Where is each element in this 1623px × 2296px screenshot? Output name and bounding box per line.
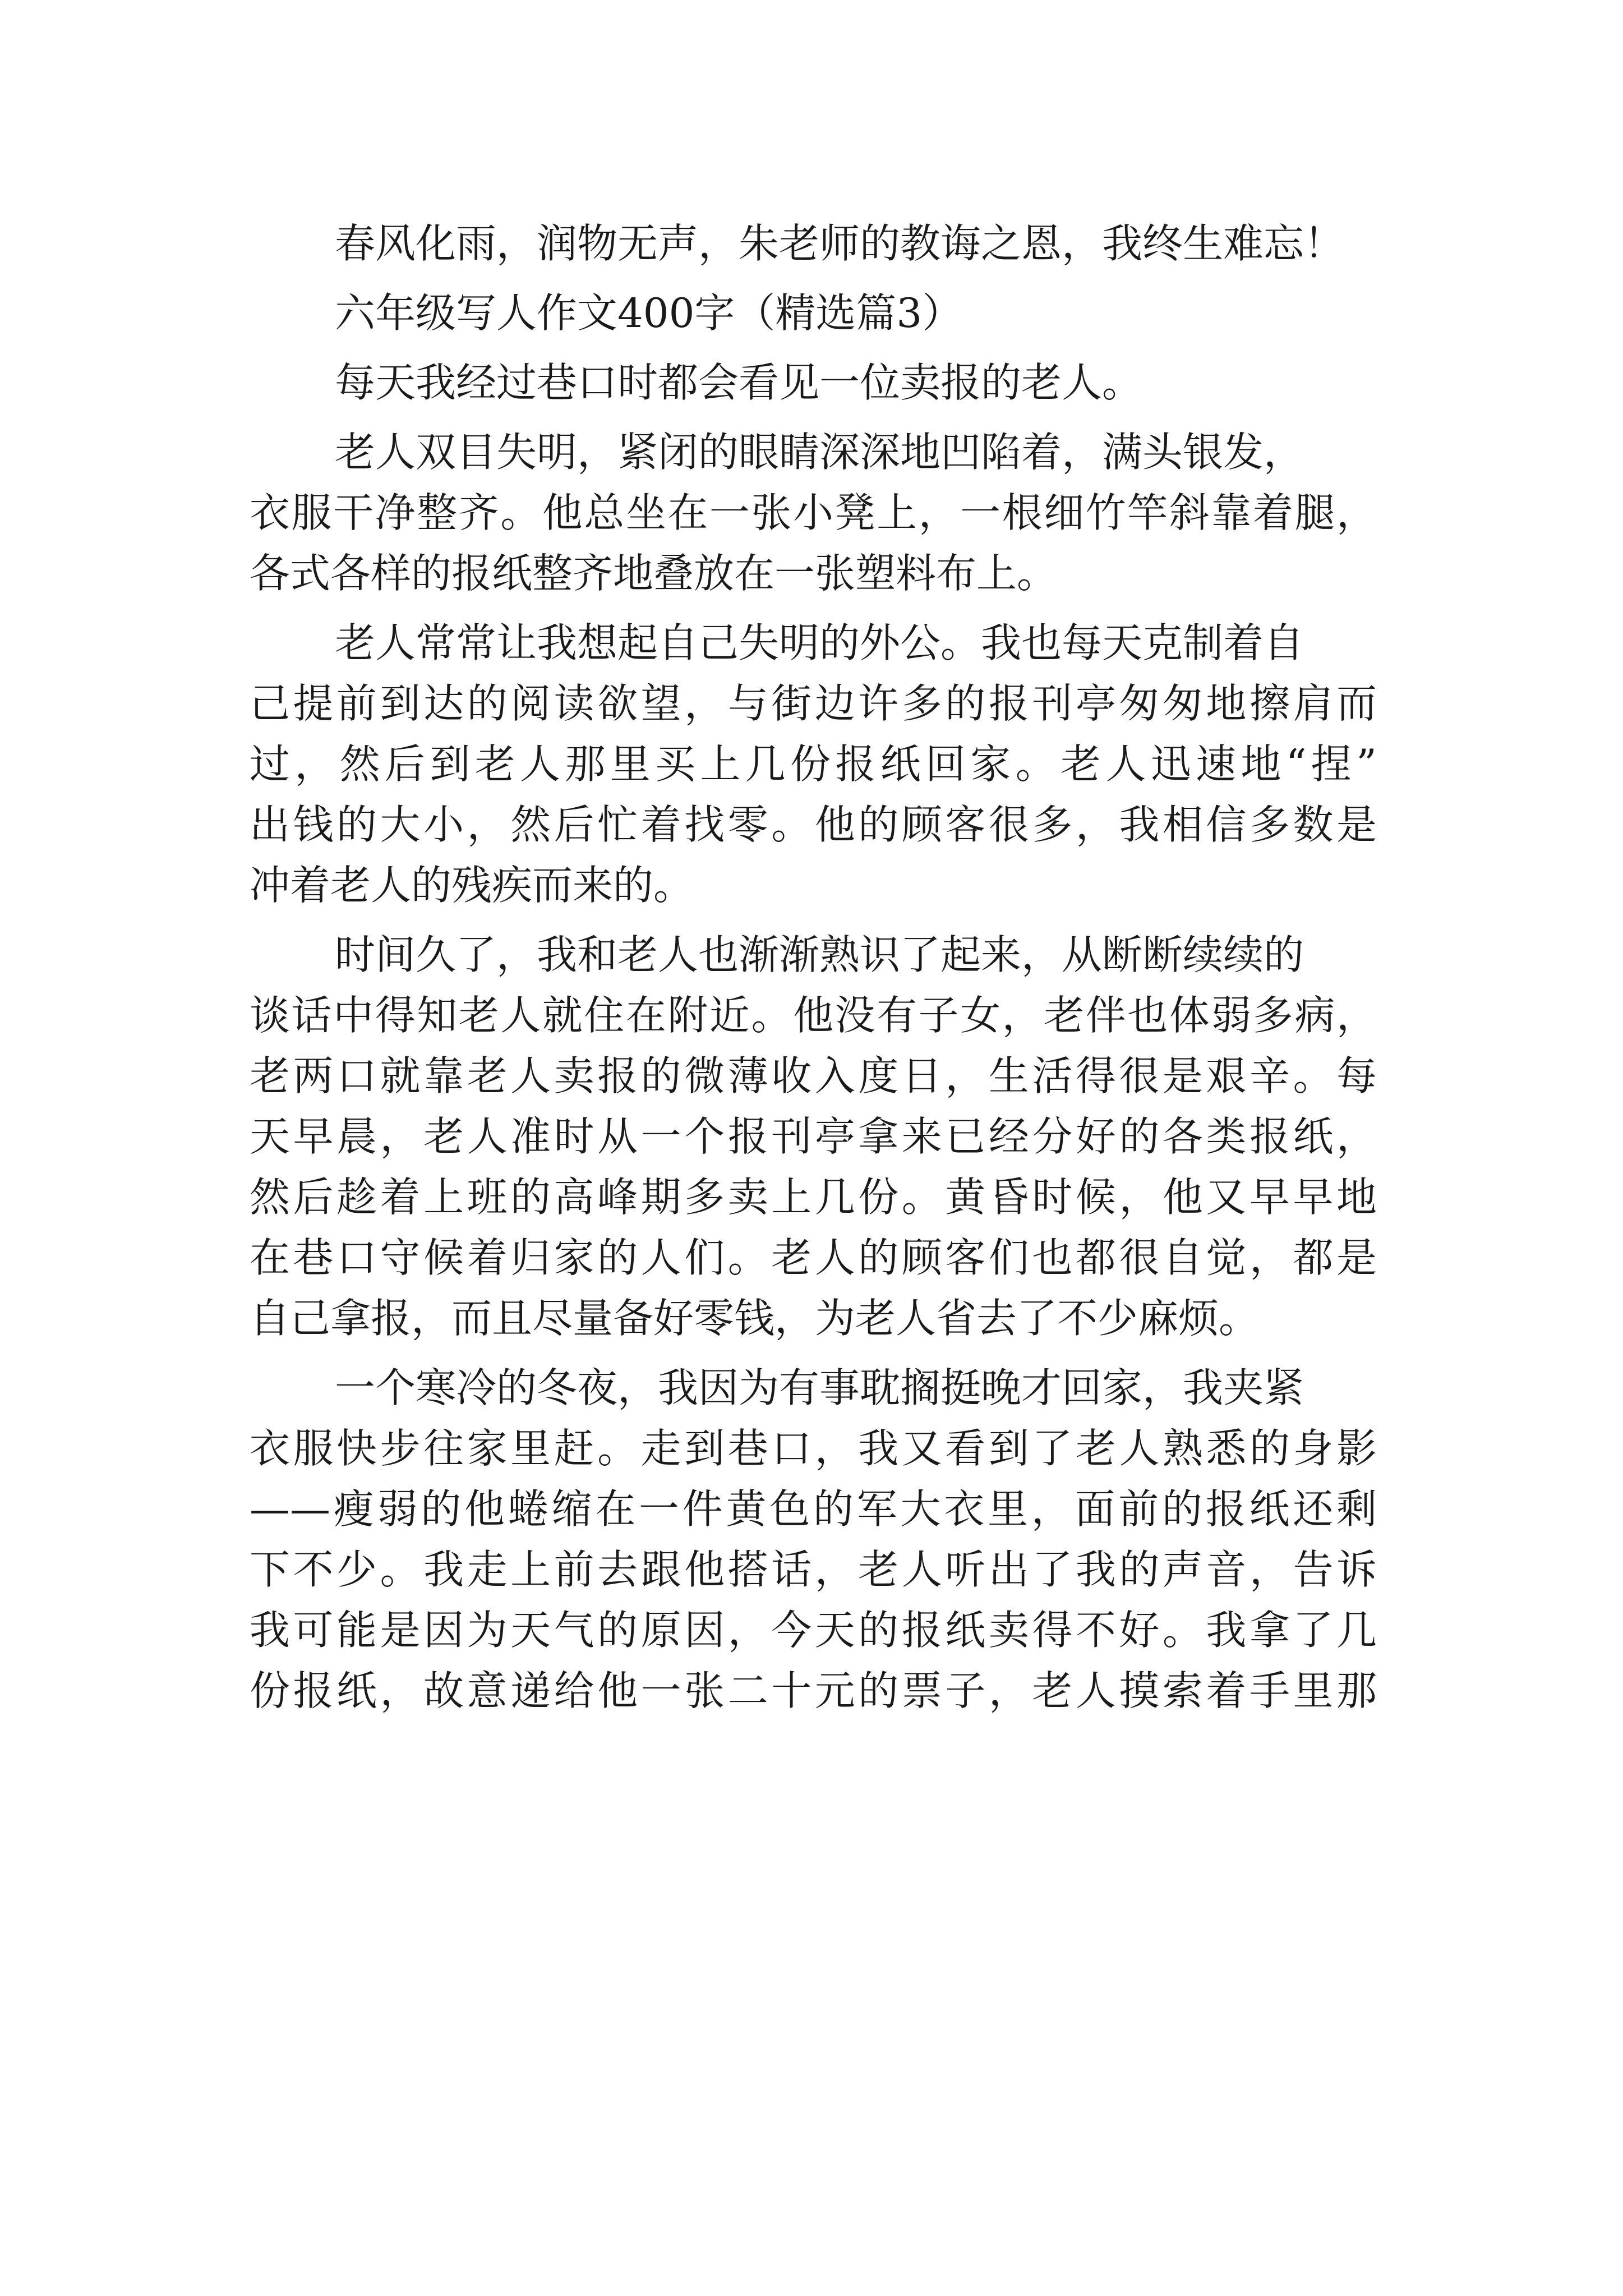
section-heading: 六年级写人作文400字（精选篇3）: [335, 289, 963, 337]
paragraph-line: 出钱的大小，然后忙着找零。他的顾客很多，我相信多数是: [250, 801, 1377, 848]
paragraph-line: 老人常常让我想起自己失明的外公。我也每天克制着自: [335, 619, 1304, 666]
paragraph-line: 然后趁着上班的高峰期多卖上几份。黄昏时候，他又早早地: [250, 1174, 1377, 1221]
document-body: [250, 213, 1377, 1721]
paragraph-line: 衣服干净整齐。他总坐在一张小凳上，一根细竹竿斜靠着腿，: [250, 489, 1377, 536]
paragraph-line: 一个寒冷的冬夜，我因为有事耽搁挺晚才回家，我夹紧: [335, 1364, 1304, 1411]
paragraph-line: 衣服快步往家里赶。走到巷口，我又看到了老人熟悉的身影: [250, 1425, 1377, 1472]
paragraph-line: 各式各样的报纸整齐地叠放在一张塑料布上。: [250, 550, 1058, 597]
paragraph-line: 老两口就靠老人卖报的微薄收入度日，生活得很是艰辛。每: [250, 1052, 1377, 1099]
paragraph-line: 冲着老人的残疾而来的。: [250, 862, 694, 909]
paragraph-line: 自己拿报，而且尽量备好零钱，为老人省去了不少麻烦。: [250, 1295, 1260, 1342]
paragraph-line: 时间久了，我和老人也渐渐熟识了起来，从断断续续的: [335, 931, 1304, 978]
paragraph-line: ——瘦弱的他蜷缩在一件黄色的军大衣里，面前的报纸还剩: [250, 1485, 1377, 1533]
paragraph-line: 份报纸，故意递给他一张二十元的票子，老人摸索着手里那: [250, 1667, 1377, 1714]
paragraph-line: 己提前到达的阅读欲望，与街边许多的报刊亭匆匆地擦肩而: [250, 680, 1377, 727]
paragraph-line: 天早晨，老人准时从一个报刊亭拿来已经分好的各类报纸，: [250, 1113, 1377, 1160]
paragraph-line: 过，然后到老人那里买上几份报纸回家。老人迅速地“捏”: [250, 740, 1377, 788]
paragraph-line: 谈话中得知老人就住在附近。他没有子女，老伴也体弱多病，: [250, 992, 1377, 1039]
paragraph-line: 我可能是因为天气的原因，今天的报纸卖得不好。我拿了几: [250, 1607, 1377, 1654]
paragraph-line: 下不少。我走上前去跟他搭话，老人听出了我的声音，告诉: [250, 1546, 1377, 1593]
paragraph-line: 老人双目失明，紧闭的眼睛深深地凹陷着，满头银发，: [335, 429, 1304, 476]
paragraph-line: 在巷口守候着归家的人们。老人的顾客们也都很自觉，都是: [250, 1234, 1377, 1281]
closing-line: 春风化雨，润物无声，朱老师的教诲之恩，我终生难忘！: [335, 220, 1345, 267]
paragraph-line: 每天我经过巷口时都会看见一位卖报的老人。: [335, 359, 1143, 406]
